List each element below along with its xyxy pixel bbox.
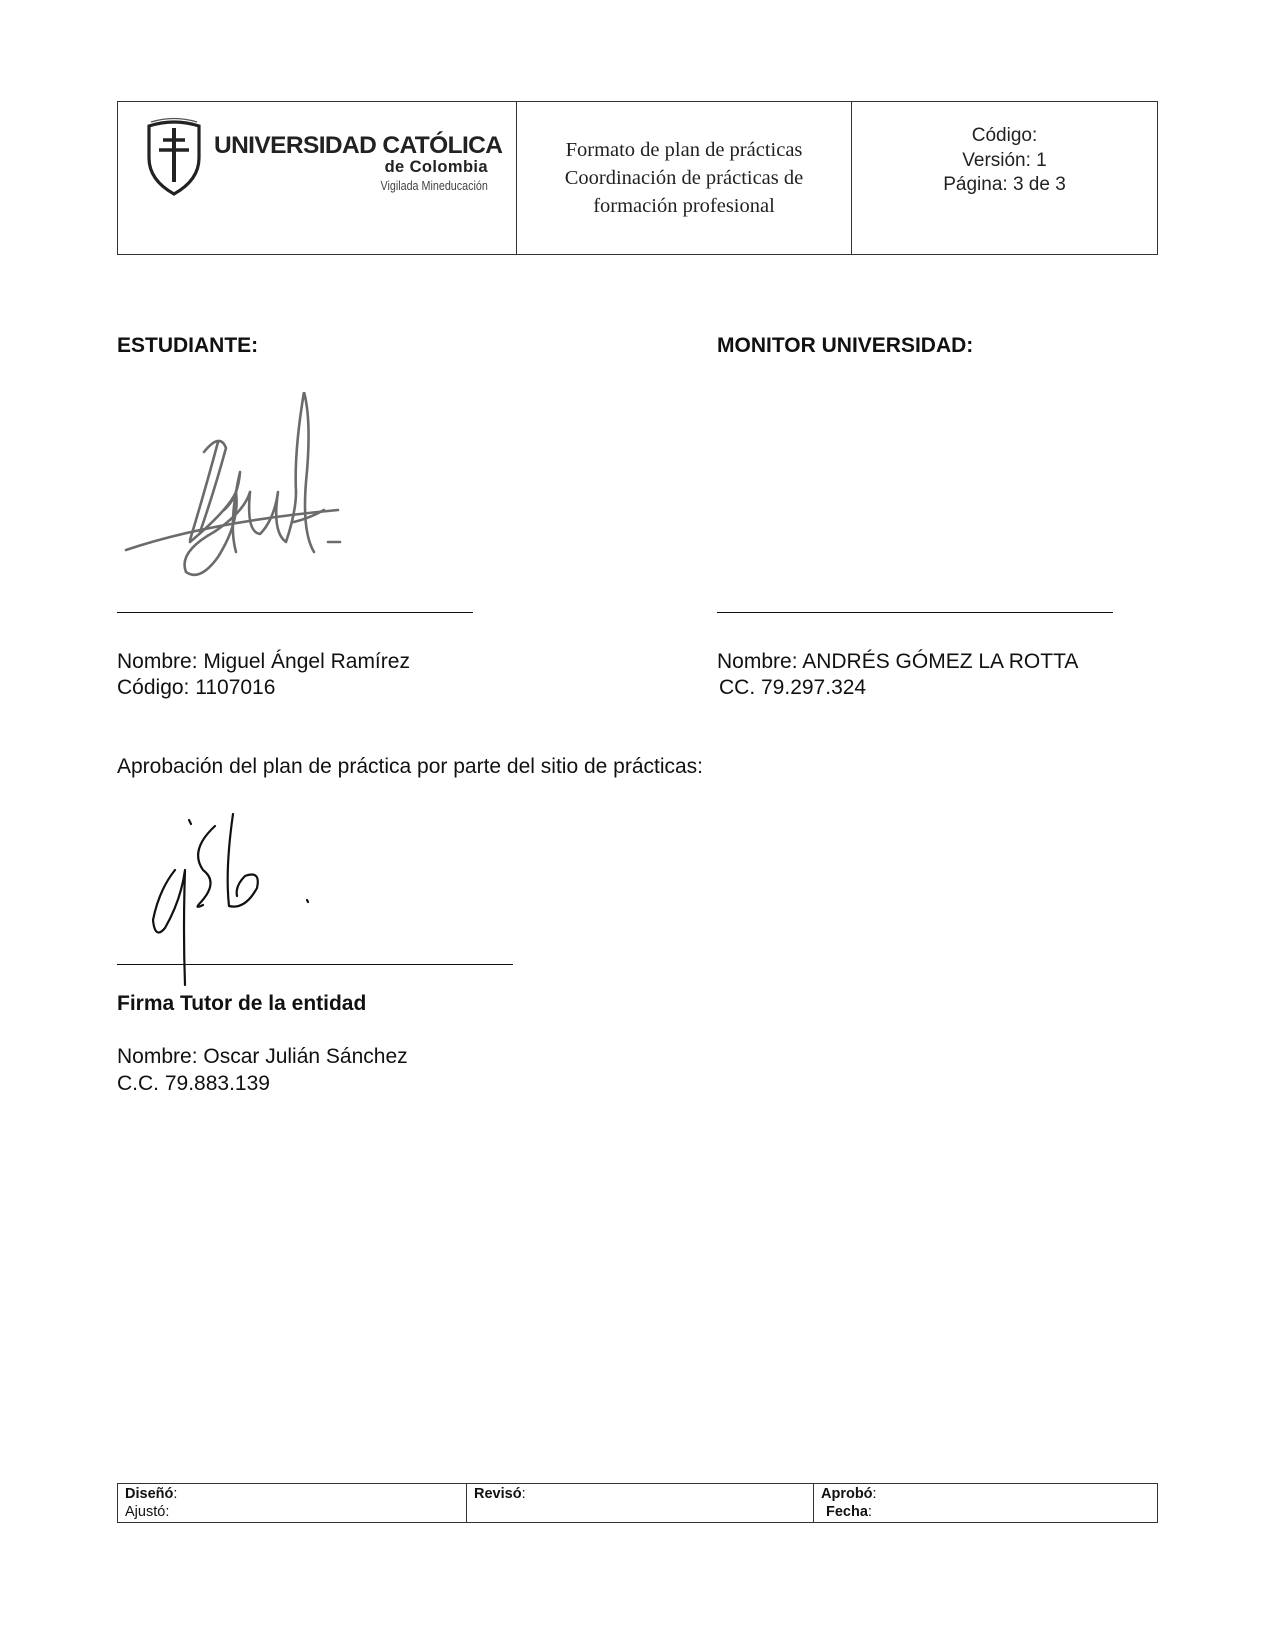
student-heading: ESTUDIANTE: <box>117 334 259 357</box>
footer-approved-label: Aprobó <box>821 1486 873 1502</box>
monitor-heading: MONITOR UNIVERSIDAD: <box>717 334 974 357</box>
footer-designed-label: Diseñó <box>125 1486 174 1502</box>
logo-university-name: UNIVERSIDAD CATÓLICA <box>214 132 503 159</box>
format-title-cell <box>517 102 852 254</box>
logo-subtitle: de Colombia <box>384 158 488 176</box>
student-name: Nombre: Miguel Ángel Ramírez <box>117 650 410 673</box>
format-title-line: Coordinación de prácticas de <box>564 167 804 189</box>
logo-tagline: Vigilada Mineducación <box>380 179 488 193</box>
format-title-line: formación profesional <box>593 195 775 217</box>
approval-statement: Aprobación del plan de práctica por parte del sitio de prácticas: <box>117 755 704 778</box>
university-shield-icon <box>143 116 205 198</box>
student-code: Código: 1107016 <box>117 676 276 699</box>
logo-cell <box>118 102 517 254</box>
format-title-line: Formato de plan de prácticas <box>565 139 803 161</box>
monitor-id: CC. 79.297.324 <box>719 676 867 699</box>
document-version: Versión: 1 <box>962 149 1047 171</box>
footer-reviewed-label: Revisó <box>474 1486 522 1502</box>
tutor-id: C.C. 79.883.139 <box>117 1072 270 1095</box>
document-header-table <box>117 101 1158 255</box>
tutor-signature-label: Firma Tutor de la entidad <box>117 992 367 1015</box>
footer-adjusted-label: Ajustó <box>125 1504 166 1520</box>
tutor-signature-line <box>117 964 513 965</box>
footer-date-label: Fecha <box>826 1504 868 1520</box>
document-code: Código: <box>971 125 1038 146</box>
tutor-name: Nombre: Oscar Julián Sánchez <box>117 1045 408 1068</box>
document-meta-cell <box>852 102 1157 254</box>
footer-design-cell: Diseñó: Ajustó: <box>118 1484 467 1522</box>
monitor-name: Nombre: ANDRÉS GÓMEZ LA ROTTA <box>717 650 1079 673</box>
tutor-signature-icon <box>145 810 315 990</box>
page-number: Página: 3 de 3 <box>943 174 1066 195</box>
footer-review-cell: Revisó: <box>467 1484 814 1522</box>
document-footer-table <box>117 1483 1158 1523</box>
student-signature-icon <box>118 392 358 592</box>
student-signature-line <box>117 612 473 613</box>
footer-approval-cell: Aprobó: Fecha: <box>821 1486 877 1520</box>
monitor-signature-line <box>717 612 1113 613</box>
